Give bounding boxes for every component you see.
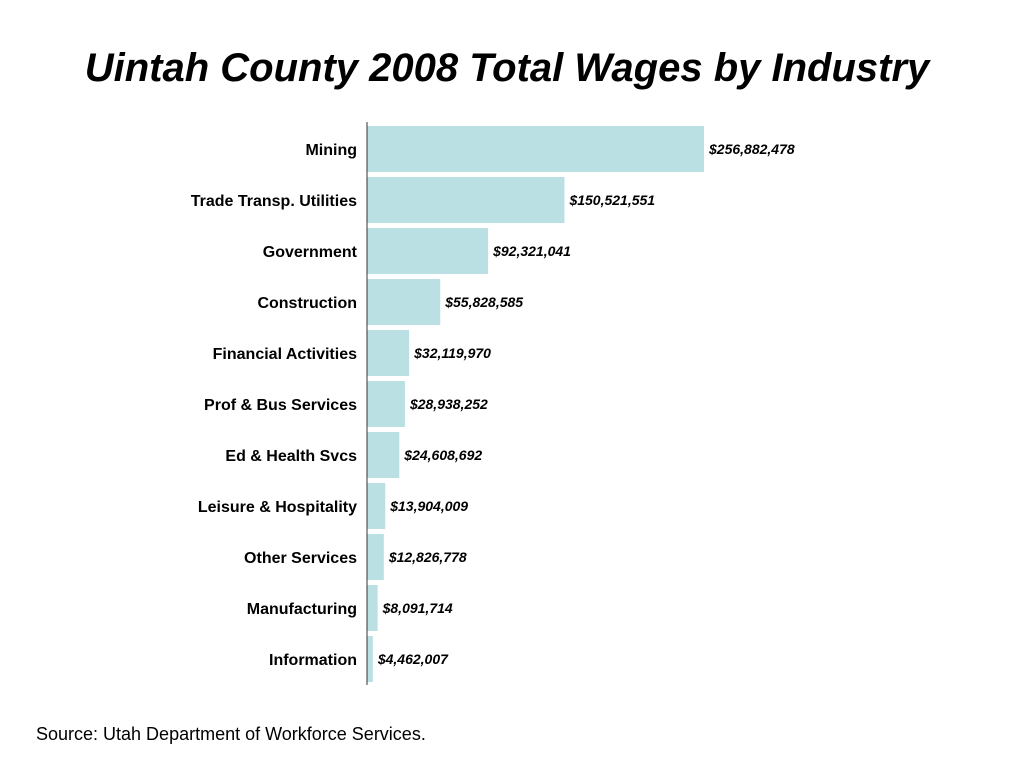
category-label-financial-activities: Financial Activities: [212, 346, 357, 363]
bar-ed-health-svcs: [367, 432, 399, 478]
value-label-trade-transp-utilities: $150,521,551: [569, 192, 656, 208]
category-label-construction: Construction: [257, 295, 357, 312]
bar-information: [367, 636, 373, 682]
bar-government: [367, 228, 488, 274]
bar-prof-bus-services: [367, 381, 405, 427]
category-label-other-services: Other Services: [244, 550, 357, 567]
source-note: Source: Utah Department of Workforce Services.: [36, 724, 426, 744]
category-label-information: Information: [269, 652, 357, 669]
chart-title: Uintah County 2008 Total Wages by Industry: [84, 46, 930, 90]
value-label-construction: $55,828,585: [445, 294, 524, 310]
value-label-other-services: $12,826,778: [388, 549, 467, 565]
value-label-information: $4,462,007: [377, 651, 448, 667]
category-label-leisure-hospitality: Leisure & Hospitality: [197, 499, 357, 516]
bar-trade-transp-utilities: [367, 177, 564, 223]
bar-financial-activities: [367, 330, 409, 376]
category-label-mining: Mining: [305, 142, 357, 159]
category-label-ed-health-svcs: Ed & Health Svcs: [225, 448, 357, 465]
bar-leisure-hospitality: [367, 483, 385, 529]
category-label-trade-transp-utilities: Trade Transp. Utilities: [190, 193, 357, 210]
category-label-prof-bus-services: Prof & Bus Services: [204, 397, 357, 414]
value-label-ed-health-svcs: $24,608,692: [404, 447, 483, 463]
category-label-government: Government: [262, 244, 357, 261]
value-label-prof-bus-services: $28,938,252: [409, 396, 488, 412]
value-label-mining: $256,882,478: [709, 141, 795, 157]
bar-other-services: [367, 534, 384, 580]
value-label-manufacturing: $8,091,714: [382, 600, 453, 616]
category-label-manufacturing: Manufacturing: [246, 601, 357, 618]
value-label-financial-activities: $32,119,970: [414, 345, 491, 361]
category-labels-group: [191, 142, 358, 669]
value-label-leisure-hospitality: $13,904,009: [390, 498, 469, 514]
bar-construction: [367, 279, 440, 325]
bar-mining: [367, 126, 704, 172]
value-label-government: $92,321,041: [493, 243, 571, 259]
bar-manufacturing: [367, 585, 378, 631]
